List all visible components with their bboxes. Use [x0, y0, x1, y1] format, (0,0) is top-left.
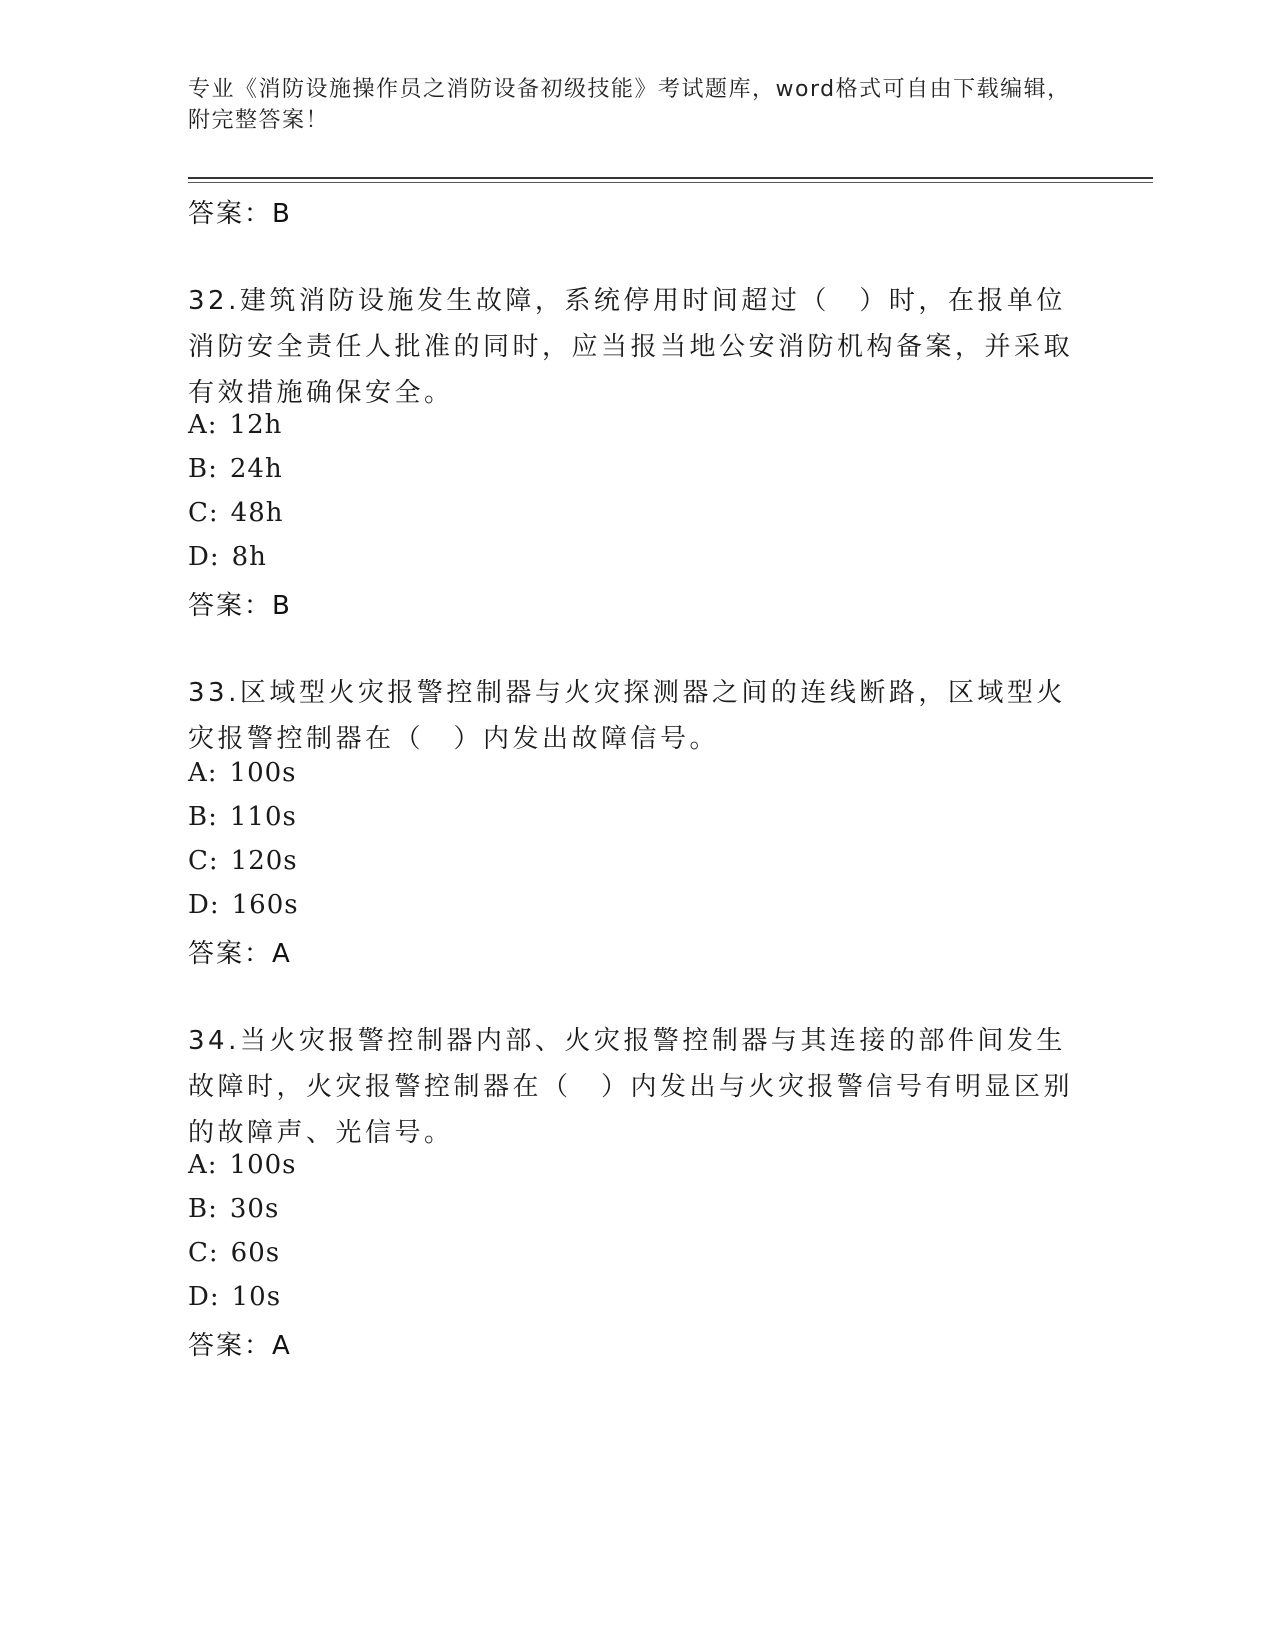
option-label: C:: [188, 846, 219, 876]
answer-32: 答案：B: [188, 591, 292, 621]
option-label: D:: [188, 890, 220, 920]
option-value: 10s: [231, 1282, 282, 1312]
answer-31: 答案：B: [188, 199, 292, 229]
question-33-text: 33.区域型火灾报警控制器与火灾探测器之间的连线断路，区域型火灾报警控制器在（ ）内发出故障信号。: [188, 678, 1066, 754]
question-32-option-b: [188, 454, 283, 484]
option-label: A:: [188, 758, 218, 788]
question-34-option-a: [188, 1150, 297, 1180]
option-label: B:: [188, 454, 218, 484]
option-label: D:: [188, 1282, 220, 1312]
option-label: A:: [188, 1150, 218, 1180]
option-label: C:: [188, 1238, 219, 1268]
option-label: D:: [188, 542, 220, 572]
question-32-option-a: [188, 410, 282, 440]
option-label: C:: [188, 498, 219, 528]
answer-33: 答案：A: [188, 939, 292, 969]
question-33-option-d: [188, 890, 299, 920]
question-32-option-d: [188, 542, 267, 572]
header-divider-thin: [188, 182, 1153, 183]
option-value: 120s: [230, 846, 298, 876]
question-33-option-a: [188, 758, 297, 788]
option-label: B:: [188, 802, 218, 832]
option-value: 100s: [229, 758, 297, 788]
option-value: 110s: [229, 802, 297, 832]
option-label: B:: [188, 1194, 218, 1224]
option-value: 8h: [231, 542, 267, 572]
option-value: 30s: [229, 1194, 280, 1224]
question-33-option-b: [188, 802, 297, 832]
question-32-option-c: [188, 498, 284, 528]
question-34-option-b: [188, 1194, 279, 1224]
option-value: 24h: [229, 454, 283, 484]
option-value: 12h: [229, 410, 283, 440]
option-value: 48h: [230, 498, 284, 528]
option-label: A:: [188, 410, 218, 440]
answer-34: 答案：A: [188, 1331, 292, 1361]
question-32-text: 32.建筑消防设施发生故障，系统停用时间超过（ ）时，在报单位消防安全责任人批准的同时，应当报当地公安消防机构备案，并采取有效措施确保安全。: [188, 286, 1074, 408]
header-divider-thick: [188, 177, 1153, 179]
option-value: 60s: [230, 1238, 281, 1268]
question-34-text: 34.当火灾报警控制器内部、火灾报警控制器与其连接的部件间发生故障时，火灾报警控制器在（ ）内发出与火灾报警信号有明显区别的故障声、光信号。: [188, 1026, 1074, 1148]
option-value: 160s: [231, 890, 299, 920]
option-value: 100s: [229, 1150, 297, 1180]
question-34-option-c: [188, 1238, 280, 1268]
document-header: 专业《消防设施操作员之消防设备初级技能》考试题库，word格式可自由下载编辑，附完整答案！: [188, 77, 1071, 133]
question-34-option-d: [188, 1282, 281, 1312]
question-33-option-c: [188, 846, 298, 876]
